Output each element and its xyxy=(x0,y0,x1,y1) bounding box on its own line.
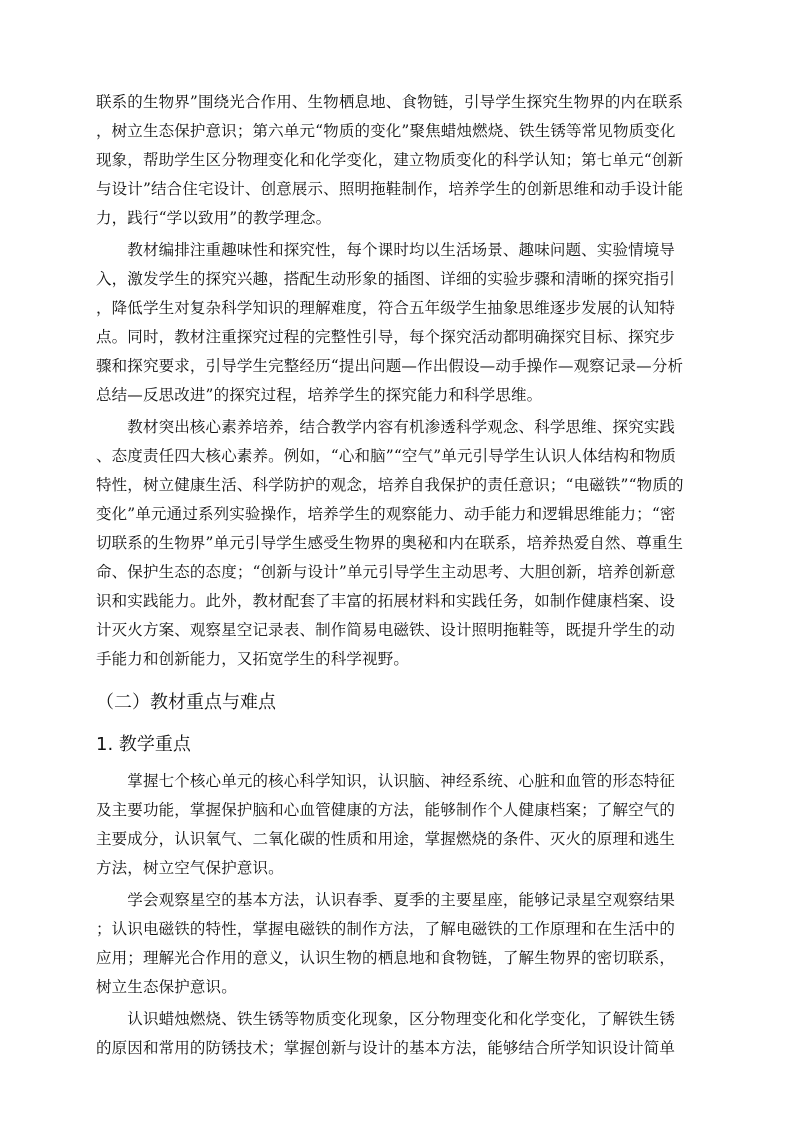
text-line: 识和实践能力。此外，教材配套了丰富的拓展材料和实践任务，如制作健康档案、设 xyxy=(96,592,676,610)
text-line: 学会观察星空的基本方法，认识春季、夏季的主要星座，能够记录星空观察结果 xyxy=(96,891,676,909)
text-line: 切联系的生物界”单元引导学生感受生物界的奥秘和内在联系，培养热爱自然、尊重生 xyxy=(96,534,684,552)
text-line: 总结—反思改进”的探究过程，培养学生的探究能力和科学思维。 xyxy=(96,386,543,404)
text-line: 骤和探究要求，引导学生完整经历“提出问题—作出假设—动手操作—观察记录—分析 xyxy=(96,357,684,375)
text-line: 教材编排注重趣味性和探究性，每个课时均以生活场景、趣味问题、实验情境导 xyxy=(96,241,676,259)
text-line: 联系的生物界”围绕光合作用、生物栖息地、食物链，引导学生探究生物界的内在联系 xyxy=(96,93,684,111)
text-line: 计灭火方案、观察星空记录表、制作简易电磁铁、设计照明拖鞋等，既提升学生的动 xyxy=(96,621,676,639)
text-line: 树立生态保护意识。 xyxy=(96,978,237,996)
paragraph xyxy=(96,1005,700,1063)
text-line: 教材突出核心素养培养，结合教学内容有机渗透科学观念、科学思维、探究实践 xyxy=(96,418,676,436)
section-heading: （二）教材重点与难点 xyxy=(96,692,276,713)
paragraph xyxy=(96,236,700,410)
text-line: 方法，树立空气保护意识。 xyxy=(96,859,284,877)
text-line: ，降低学生对复杂科学知识的理解难度，符合五年级学生抽象思维逐步发展的认知特 xyxy=(96,299,676,317)
text-line: 力，践行“学以致用”的教学理念。 xyxy=(96,209,332,227)
sub-heading: 1. 教学重点 xyxy=(96,734,191,755)
text-line: 及主要功能，掌握保护脑和心血管健康的方法，能够制作个人健康档案；了解空气的 xyxy=(96,801,676,819)
text-line: 现象，帮助学生区分物理变化和化学变化，建立物质变化的科学认知；第七单元“创新 xyxy=(96,151,684,169)
text-line: 点。同时，教材注重探究过程的完整性引导，每个探究活动都明确探究目标、探究步 xyxy=(96,328,676,346)
paragraph xyxy=(96,88,700,233)
text-line: ，树立生态保护意识；第六单元“物质的变化”聚焦蜡烛燃烧、铁生锈等常见物质变化 xyxy=(96,122,676,140)
document-page xyxy=(96,88,700,1066)
text-line: 的原因和常用的防锈技术；掌握创新与设计的基本方法，能够结合所学知识设计简单 xyxy=(96,1039,676,1057)
text-line: 应用；理解光合作用的意义，认识生物的栖息地和食物链，了解生物界的密切联系， xyxy=(96,949,676,967)
text-line: 、态度责任四大核心素养。例如，“心和脑”“空气”单元引导学生认识人体结构和物质 xyxy=(96,447,677,465)
text-line: 命、保护生态的态度；“创新与设计”单元引导学生主动思考、大胆创新，培养创新意 xyxy=(96,563,676,581)
paragraph xyxy=(96,767,700,883)
text-line: 认识蜡烛燃烧、铁生锈等物质变化现象，区分物理变化和化学变化，了解铁生锈 xyxy=(96,1010,676,1028)
paragraph xyxy=(96,886,700,1002)
text-line: 掌握七个核心单元的核心科学知识，认识脑、神经系统、心脏和血管的形态特征 xyxy=(96,772,676,790)
text-line: 手能力和创新能力，又拓宽学生的科学视野。 xyxy=(96,650,410,668)
paragraph xyxy=(96,413,700,674)
body-text-top xyxy=(96,88,700,674)
text-line: 入，激发学生的探究兴趣，搭配生动形象的插图、详细的实验步骤和清晰的探究指引 xyxy=(96,270,676,288)
text-line: 主要成分，认识氧气、二氧化碳的性质和用途，掌握燃烧的条件、灭火的原理和逃生 xyxy=(96,830,676,848)
text-line: 与设计”结合住宅设计、创意展示、照明拖鞋制作，培养学生的创新思维和动手设计能 xyxy=(96,180,684,198)
text-line: ；认识电磁铁的特性，掌握电磁铁的制作方法，了解电磁铁的工作原理和在生活中的 xyxy=(96,920,676,938)
text-line: 变化”单元通过系列实验操作，培养学生的观察能力、动手能力和逻辑思维能力；“密 xyxy=(96,505,676,523)
text-line: 特性，树立健康生活、科学防护的观念，培养自我保护的责任意识；“电磁铁”“物质的 xyxy=(96,476,684,494)
body-text-bottom xyxy=(96,767,700,1063)
